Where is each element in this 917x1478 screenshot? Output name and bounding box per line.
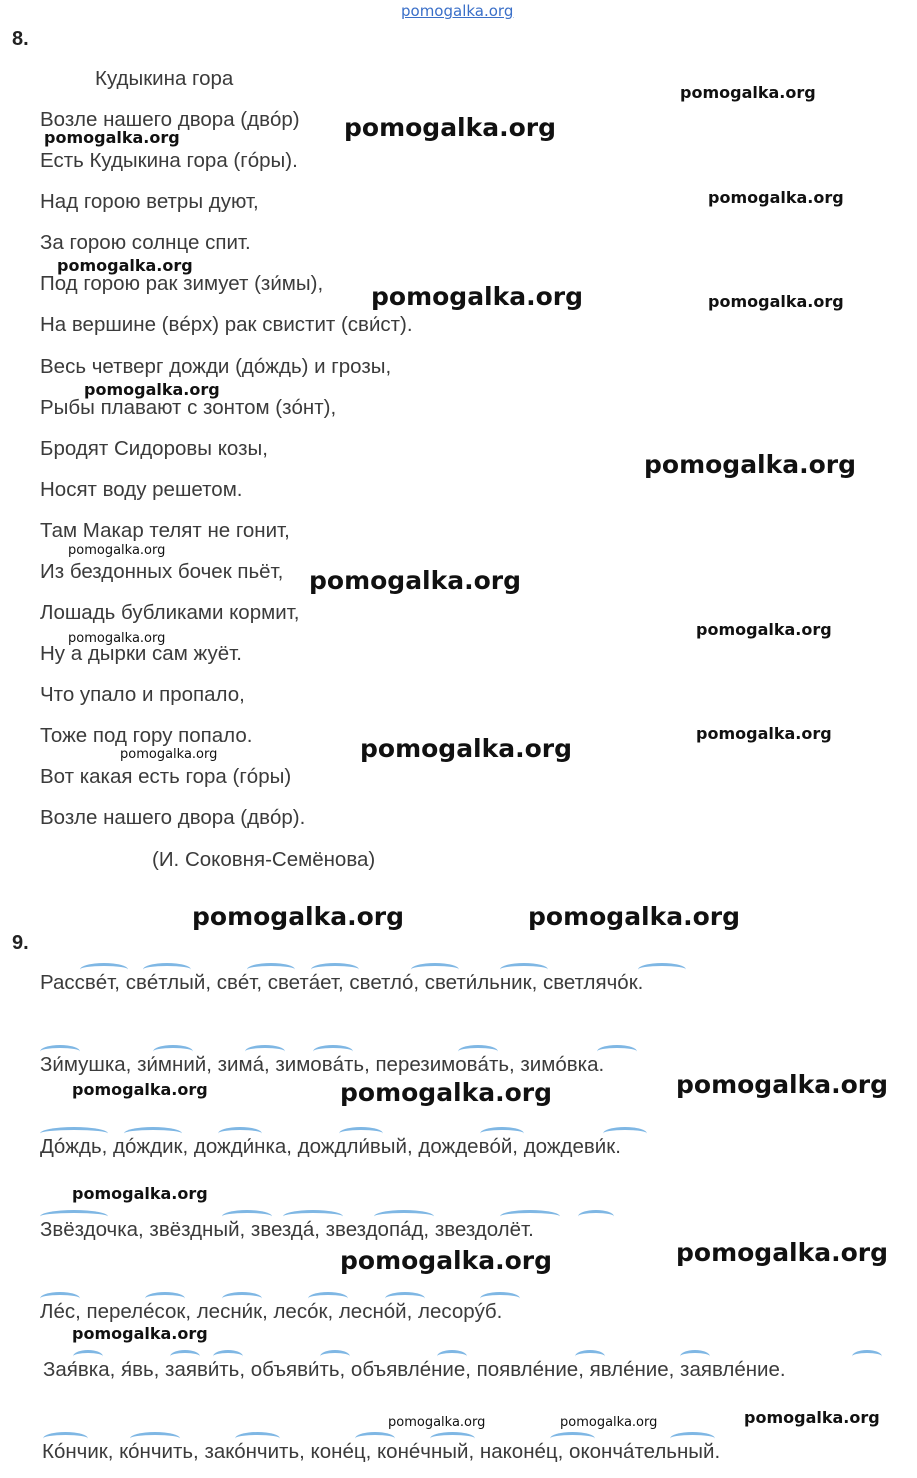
- root-arc-mark: [320, 1350, 350, 1363]
- root-arc-mark: [170, 1350, 200, 1363]
- root-arc-mark: [43, 1432, 88, 1445]
- word-family-line: Кóнчик, кóнчить, закóнчить, конéц, конéчный, наконéц, окончáтельный.: [42, 1440, 721, 1463]
- watermark: pomogalka.org: [120, 747, 218, 762]
- watermark: pomogalka.org: [340, 1246, 553, 1275]
- watermark: pomogalka.org: [68, 631, 166, 646]
- root-arc-mark: [480, 1127, 524, 1140]
- watermark: pomogalka.org: [72, 1080, 208, 1099]
- top-watermark-link[interactable]: pomogalka.org: [401, 2, 514, 20]
- watermark: pomogalka.org: [680, 83, 816, 102]
- word-family-line: Зая́вка, я́вь, заяви́ть, объяви́ть, объявлéние, появлéние, явлéние, заявлéние.: [43, 1358, 786, 1381]
- root-arc-mark: [130, 1432, 180, 1445]
- watermark: pomogalka.org: [57, 256, 193, 275]
- root-arc-mark: [500, 963, 548, 976]
- root-arc-mark: [124, 1127, 182, 1140]
- root-arc-mark: [40, 1292, 80, 1305]
- root-arc-mark: [500, 1210, 560, 1223]
- watermark: pomogalka.org: [360, 734, 573, 763]
- root-arc-mark: [40, 1210, 108, 1223]
- root-arc-mark: [339, 1127, 383, 1140]
- root-arc-mark: [143, 963, 191, 976]
- poem-author: (И. Соковня-Семёнова): [152, 848, 376, 871]
- watermark: pomogalka.org: [708, 292, 844, 311]
- task-number-9: 9.: [12, 932, 29, 954]
- root-arc-mark: [603, 1127, 647, 1140]
- root-arc-mark: [670, 1432, 715, 1445]
- watermark: pomogalka.org: [371, 282, 584, 311]
- poem-line: Ну а дырки сам жуёт.: [40, 642, 242, 665]
- root-arc-mark: [852, 1350, 882, 1363]
- poem-line: Возле нашего двора (двóр).: [40, 806, 306, 829]
- watermark: pomogalka.org: [528, 902, 741, 931]
- poem-line: Тоже под гору попало.: [40, 724, 253, 747]
- word-family-line: Дóждь, дóждик, дожди́нка, дождли́вый, дождевóй, дождеви́к.: [40, 1135, 621, 1158]
- root-arc-mark: [437, 1350, 467, 1363]
- root-arc-mark: [385, 1292, 425, 1305]
- root-arc-mark: [575, 1350, 605, 1363]
- root-arc-mark: [597, 1045, 637, 1058]
- watermark: pomogalka.org: [340, 1078, 553, 1107]
- root-arc-mark: [40, 1127, 108, 1140]
- word-family-line: Рассвéт, свéтлый, свéт, светáет, светлó, свети́льник, светлячóк.: [40, 971, 644, 994]
- poem-line: Что упало и пропало,: [40, 683, 245, 706]
- watermark: pomogalka.org: [696, 724, 832, 743]
- poem-line: Весь четверг дожди (дóждь) и грозы,: [40, 355, 392, 378]
- root-arc-mark: [80, 963, 128, 976]
- poem-line: Под горою рак зимует (зи́мы),: [40, 272, 324, 295]
- root-arc-mark: [578, 1210, 614, 1223]
- watermark: pomogalka.org: [309, 566, 522, 595]
- watermark: pomogalka.org: [696, 620, 832, 639]
- watermark: pomogalka.org: [708, 188, 844, 207]
- watermark: pomogalka.org: [744, 1408, 880, 1427]
- poem-line: Рыбы плавают с зонтом (зóнт),: [40, 396, 337, 419]
- root-arc-mark: [430, 1432, 475, 1445]
- root-arc-mark: [480, 1292, 520, 1305]
- watermark: pomogalka.org: [84, 380, 220, 399]
- root-arc-mark: [73, 1350, 103, 1363]
- watermark: pomogalka.org: [68, 543, 166, 558]
- poem-line: Носят воду решетом.: [40, 478, 243, 501]
- watermark: pomogalka.org: [72, 1324, 208, 1343]
- root-arc-mark: [145, 1292, 185, 1305]
- poem-line: Есть Кудыкина гора (гóры).: [40, 149, 298, 172]
- watermark: pomogalka.org: [676, 1238, 889, 1267]
- root-arc-mark: [218, 1127, 262, 1140]
- word-family-line: Лéс, перелéсок, лесни́к, лесóк, леснóй, лесорýб.: [40, 1300, 503, 1323]
- root-arc-mark: [247, 963, 295, 976]
- poem-title: Кудыкина гора: [95, 67, 234, 90]
- root-arc-mark: [222, 1292, 262, 1305]
- root-arc-mark: [308, 1292, 348, 1305]
- root-arc-mark: [411, 963, 459, 976]
- watermark: pomogalka.org: [192, 902, 405, 931]
- watermark: pomogalka.org: [388, 1415, 486, 1430]
- word-family-line: Зи́мушка, зи́мний, зимá, зимовáть, перезимовáть, зимóвка.: [40, 1053, 605, 1076]
- root-arc-mark: [40, 1045, 80, 1058]
- root-arc-mark: [311, 963, 359, 976]
- root-arc-mark: [153, 1045, 193, 1058]
- poem-line: Вот какая есть гора (гóры): [40, 765, 292, 788]
- watermark: pomogalka.org: [344, 113, 557, 142]
- root-arc-mark: [222, 1210, 272, 1223]
- watermark: pomogalka.org: [560, 1415, 658, 1430]
- watermark: pomogalka.org: [44, 128, 180, 147]
- root-arc-mark: [680, 1350, 710, 1363]
- poem-line: На вершине (вéрх) рак свистит (сви́ст).: [40, 313, 413, 336]
- watermark: pomogalka.org: [72, 1184, 208, 1203]
- task-number-8: 8.: [12, 28, 29, 50]
- root-arc-mark: [213, 1350, 243, 1363]
- root-arc-mark: [638, 963, 686, 976]
- root-arc-mark: [283, 1210, 343, 1223]
- poem-line: Там Макар телят не гонит,: [40, 519, 290, 542]
- root-arc-mark: [235, 1432, 280, 1445]
- root-arc-mark: [355, 1432, 395, 1445]
- poem-line: За горою солнце спит.: [40, 231, 251, 254]
- root-arc-mark: [458, 1045, 498, 1058]
- poem-line: Лошадь бубликами кормит,: [40, 601, 300, 624]
- poem-line: Из бездонных бочек пьёт,: [40, 560, 284, 583]
- root-arc-mark: [550, 1432, 595, 1445]
- root-arc-mark: [245, 1045, 285, 1058]
- poem-line: Бродят Сидоровы козы,: [40, 437, 268, 460]
- word-family-line: Звёздочка, звёздный, звездá, звездопáд, звездолёт.: [40, 1218, 534, 1241]
- poem-line: Возле нашего двора (двóр): [40, 108, 300, 131]
- watermark: pomogalka.org: [676, 1070, 889, 1099]
- root-arc-mark: [374, 1210, 434, 1223]
- watermark: pomogalka.org: [644, 450, 857, 479]
- root-arc-mark: [313, 1045, 353, 1058]
- poem-line: Над горою ветры дуют,: [40, 190, 259, 213]
